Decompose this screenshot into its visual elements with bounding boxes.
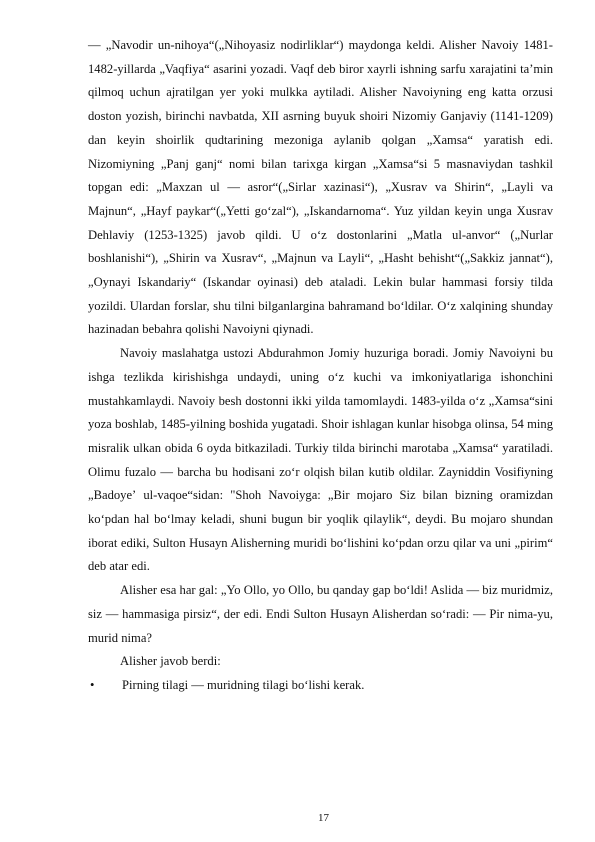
paragraph-2: Navoiy maslahatga ustozi Abdurahmon Jomiy huzuriga boradi. Jomiy Navoiyni bu ishga tezlikda kirishishga undaydi, uning oʻz kuchi va imkoniyatlariga ishonchini mustahkamlaydi. Navoiy besh dostonni ikki yilda tamomlaydi. 1483-yilda oʻz „Xamsa“sini yoza boshlab, 1485-yilning boshida yugatadi. Shoir ishlagan kunlar hisobga olinsa, 54 ming misralik ulkan obida 6 oyda bitkaziladi. Turkiy tilda birinchi marotaba „Xamsa“ yaratiladi. Olimu fuzalo — barcha bu hodisani zoʻr olqish bilan kutib oldilar. Zayniddin Vosifiyning „Badoyeʼ ul-vaqoe“sidan: "Shoh Navoiyga: „Bir mojaro Siz bilan bizning oramizdan koʻpdan hal boʻlmay keladi, shuni bugun bir yoqlik qilaylik“, deydi. Bu mojaro shundan iborat ediki, Sulton Husayn Alisherning muridi boʻlishini koʻpdan orzu qilar va uni „pirim“ deb atar edi. (88, 346, 553, 574)
paragraph-1: — „Navodir un-nihoya“(„Nihoyasiz nodirliklar“) maydonga keldi. Alisher Navoiy 1481-1482-yillarda „Vaqfiya“ asarini yozadi. Vaqf deb biror xayrli ishning sarfu xarajatini taʼmin qilmoq uchun ajratilgan yer yoki mulkka aytiladi. Alisher Navoiyning eng katta orzusi doston yozish, birinchi navbatda, XII asrning buyuk shoiri Nizomiy Ganjaviy (1141-1209) dan keyin shoirlik qudtarining mezoniga aylanib qolgan „Xamsa“ yaratish edi. Nizomiyning „Panj ganj“ nomi bilan tarixga kirgan „Xamsa“si 5 masnaviydan tashkil topgan edi: „Maxzan ul — asror“(„Sirlar xazinasi“), „Xusrav va Shirin“, „Layli va Majnun“, „Hayf paykar“(„Yetti goʻzal“), „Iskandarnoma“. Yuz yildan keyin unga Xusrav Dehlaviy (1253-1325) javob qildi. U oʻz dostonlarini „Matla ul-anvor“ („Nurlar boshlanishi“), „Shirin va Xusrav“, „Majnun va Layli“, „Hasht behisht“(„Sakkiz jannat“), „Oynayi Iskandariy“ (Iskandar oyinasi) deb ataladi. Lekin bular hammasi forsiy tilda yozildi. Ulardan forslar, shu tilni bilganlargina bahramand boʻldilar. Oʻz xalqining shunday hazinadan bebahra qolishi Navoiyni qiynadi. (88, 38, 553, 337)
page-number: 17 (318, 812, 329, 824)
paragraph-4: Alisher javob berdi: (120, 654, 221, 669)
bullet-marker: • (90, 677, 95, 692)
bullet-item (88, 674, 553, 698)
document-page (88, 34, 553, 698)
bullet-text: Pirning tilagi — muridning tilagi boʻlishi kerak. (122, 677, 365, 692)
paragraph-3: Alisher esa har gal: „Yo Ollo, yo Ollo, bu qanday gap boʻldi! Aslida — biz muridmiz, siz — hammasiga pirsiz“, der edi. Endi Sulton Husayn Alisherdan soʻradi: — Pir nima-yu, murid nima? (88, 583, 553, 645)
